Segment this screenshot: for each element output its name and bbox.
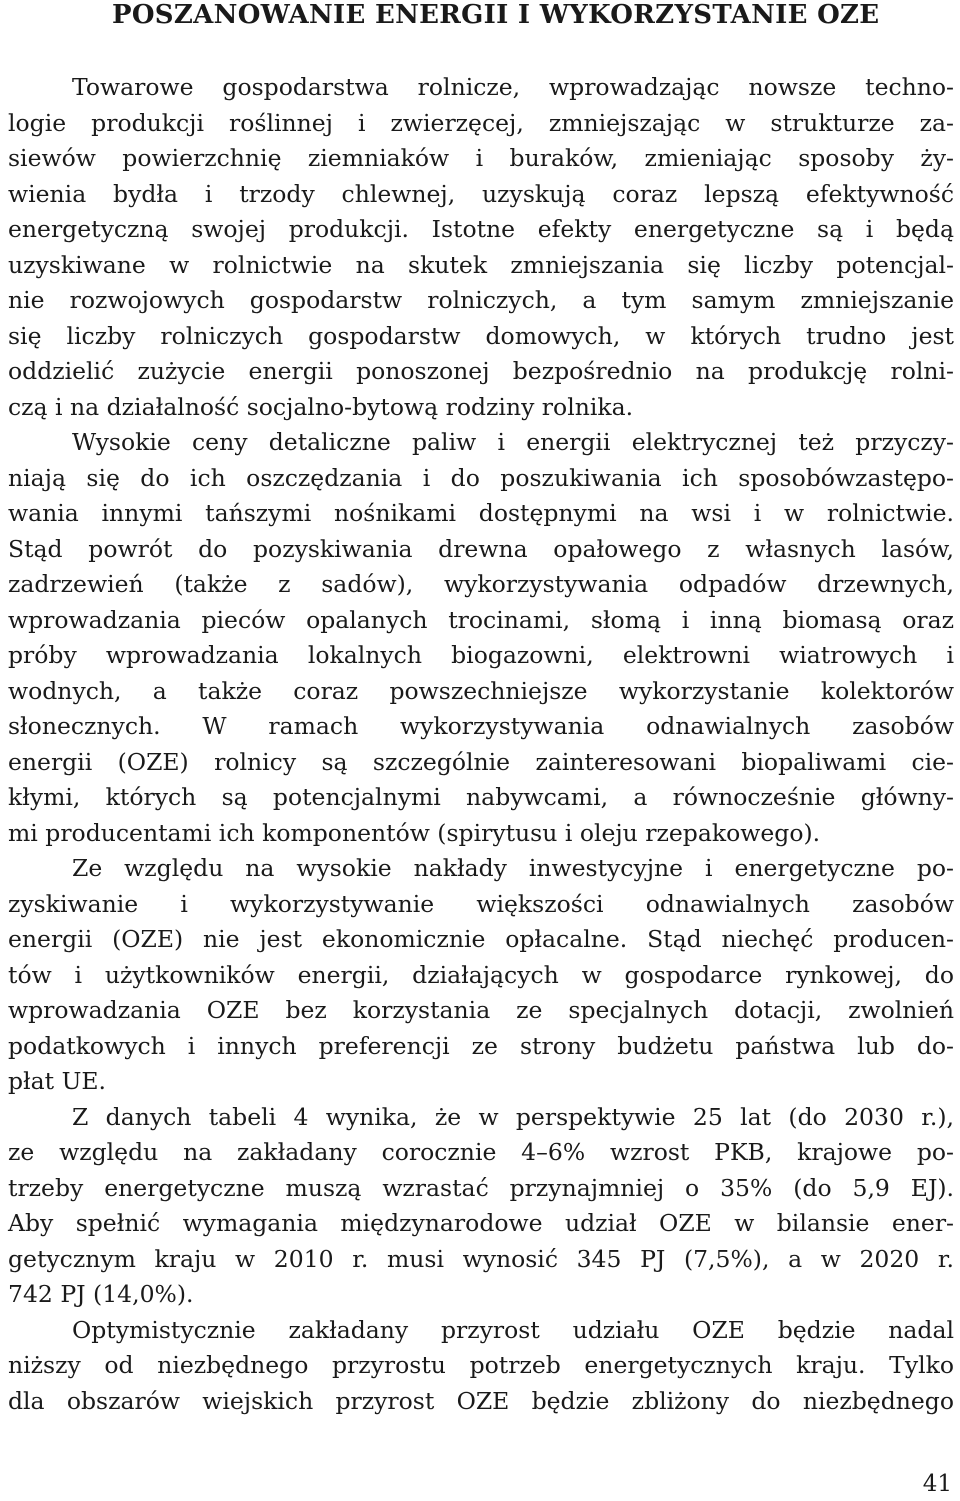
text-line: energii (OZE) nie jest ekonomicznie opłacalne. Stąd niechęć producen- — [8, 925, 954, 953]
text-line: podatkowych i innych preferencji ze strony budżetu państwa lub do- — [8, 1031, 954, 1060]
text-line: Wysokie ceny detaliczne paliw i energii elektrycznej też przyczy- — [72, 428, 954, 456]
text-line: czą i na działalność socjalno-bytową rodziny rolnika. — [8, 392, 634, 421]
text-line: Optymistycznie zakładany przyrost udziału OZE będzie nadal — [72, 1315, 954, 1344]
text-line: Z danych tabeli 4 wynika, że w perspektywie 25 lat (do 2030 r.), — [72, 1102, 954, 1131]
text-line: wprowadzania pieców opalanych trocinami, słomą i inną biomasą oraz — [8, 605, 954, 634]
text-line: Aby spełnić wymagania międzynarodowe udział OZE w bilansie ener- — [8, 1209, 954, 1237]
page-number: 41 — [922, 1471, 952, 1497]
text-line: tów i użytkowników energii, działających w gospodarce rynkowej, do — [8, 960, 954, 989]
text-line: uzyskiwane w rolnictwie na skutek zmniejszania się liczby potencjal- — [8, 250, 954, 279]
text-line: słonecznych. W ramach wykorzystywania odnawialnych zasobów — [8, 712, 954, 740]
body-text — [8, 70, 954, 1419]
section-heading: POSZANOWANIE ENERGII I WYKORZYSTANIE OZE — [112, 0, 880, 30]
text-line: 742 PJ (14,0%). — [8, 1280, 194, 1308]
text-line: energii (OZE) rolnicy są szczególnie zainteresowani biopaliwami cie- — [8, 747, 954, 776]
text-line: logie produkcji roślinnej i zwierzęcej, zmniejszając w strukturze za- — [8, 108, 954, 137]
text-line: getycznym kraju w 2010 r. musi wynosić 345 PJ (7,5%), a w 2020 r. — [8, 1244, 954, 1273]
text-line: wienia bydła i trzody chlewnej, uzyskują coraz lepszą efektywność — [8, 179, 954, 208]
text-line: kłymi, których są potencjalnymi nabywcami, a równocześnie główny- — [8, 783, 954, 811]
text-line: zadrzewień (także z sadów), wykorzystywania odpadów drzewnych, — [8, 570, 954, 598]
text-line: próby wprowadzania lokalnych biogazowni, elektrowni wiatrowych i — [8, 641, 954, 669]
document-page — [8, 0, 954, 1419]
text-line: oddzielić zużycie energii ponoszonej bezpośrednio na produkcję rolni- — [8, 357, 954, 385]
text-line: się liczby rolniczych gospodarstw domowych, w których trudno jest — [8, 321, 954, 350]
text-line: niższy od niezbędnego przyrostu potrzeb energetycznych kraju. Tylko — [8, 1351, 954, 1379]
text-line: trzeby energetyczne muszą wzrastać przynajmniej o 35% (do 5,9 EJ). — [8, 1173, 954, 1202]
text-line: siewów powierzchnię ziemniaków i buraków, zmieniając sposoby ży- — [8, 144, 954, 172]
text-line: wprowadzania OZE bez korzystania ze specjalnych dotacji, zwolnień — [8, 996, 954, 1024]
text-line: wania innymi tańszymi nośnikami dostępnymi na wsi i w rolnictwie. — [8, 499, 954, 527]
text-line: energetyczną swojej produkcji. Istotne efekty energetyczne są i będą — [8, 215, 954, 243]
text-line: Towarowe gospodarstwa rolnicze, wprowadzając nowsze techno- — [72, 73, 954, 101]
text-line: zyskiwanie i wykorzystywanie większości odnawialnych zasobów — [8, 889, 954, 918]
text-line: Ze względu na wysokie nakłady inwestycyjne i energetyczne po- — [72, 854, 954, 882]
text-line: Stąd powrót do pozyskiwania drewna opałowego z własnych lasów, — [8, 534, 954, 563]
text-line: ze względu na zakładany corocznie 4–6% wzrost PKB, krajowe po- — [8, 1138, 954, 1166]
text-line: wodnych, a także coraz powszechniejsze wykorzystanie kolektorów — [8, 676, 954, 705]
text-line: mi producentami ich komponentów (spirytusu i oleju rzepakowego). — [8, 818, 821, 847]
text-line: dla obszarów wiejskich przyrost OZE będzie zbliżony do niezbędnego — [8, 1386, 954, 1415]
text-line: niają się do ich oszczędzania i do poszukiwania ich sposobówzastępo- — [8, 463, 954, 492]
text-line: płat UE. — [8, 1067, 107, 1095]
text-line: nie rozwojowych gospodarstw rolniczych, a tym samym zmniejszanie — [8, 286, 954, 314]
